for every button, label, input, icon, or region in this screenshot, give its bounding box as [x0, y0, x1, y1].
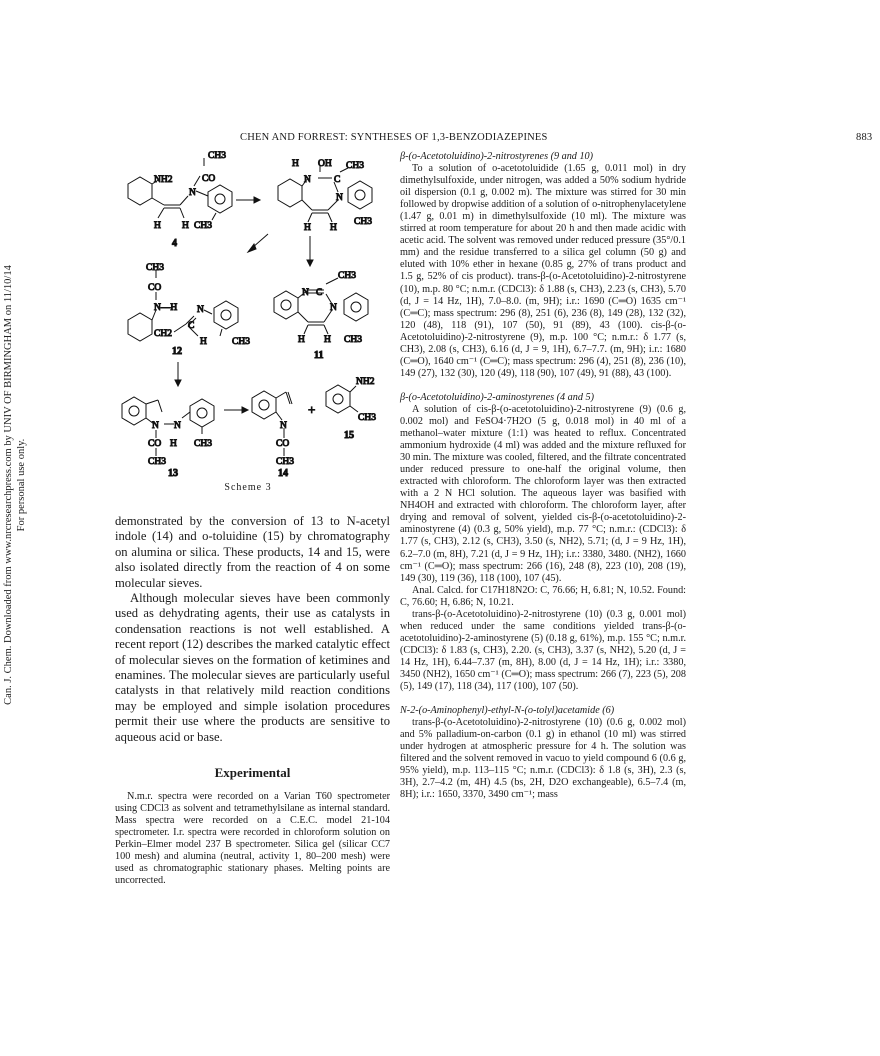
c11-c: C: [316, 288, 323, 298]
aminostyrenes-paragraph-2: trans-β-(o-Acetotoluidino)-2-nitrostyrene (10) (0.3 g, 0.001 mol) when reduced under the same conditions yielded trans-β-(o-acetotoluidino)-2-aminostyrene (5) (0.18 g, 61%), m.p. 155 °C; n.m.r. (CDCl3): δ 1.83 (s, CH3), 2.20. (s, CH3), 3.37 (s, NH2), 5.20 (d, J = 14 Hz, 1H), 6.44–7.37 (m, 8H), 8.00 (d, J = 14 Hz, 1H); i.r.: 3380, 3450 (NH2), 1650 cm⁻¹ (C═O); mass spectrum: 266 (7), 223 (5), 208 (5), 149 (17), 118 (34), 117 (100), 107 (50).: [400, 608, 686, 693]
download-notice: [0, 250, 30, 720]
c12-n: N: [197, 305, 204, 315]
scheme-drawing: [108, 148, 388, 479]
c11-n1: N: [302, 288, 309, 298]
hemiaminal-n1: N: [304, 175, 311, 185]
c13-ch3-ring: CH3: [194, 439, 212, 449]
c11-ch3-top: CH3: [338, 271, 356, 281]
c11-ch3-ring: CH3: [344, 335, 362, 345]
compound-label-11: 11: [314, 350, 324, 361]
hemiaminal-h: H: [292, 159, 299, 169]
c4-h2: H: [182, 221, 189, 231]
left-column: [115, 514, 390, 887]
hemiaminal-ch3-ring: CH3: [354, 217, 372, 227]
hemiaminal-structure: [278, 166, 372, 222]
c12-ch3-top: CH3: [146, 263, 164, 273]
c11-h1: H: [298, 335, 305, 345]
c13-n1: N: [152, 421, 159, 431]
section-title-aminostyrenes: β-(o-Acetotoluidino)-2-aminostyrenes (4 and 5): [400, 391, 594, 403]
compound-label-15: 15: [344, 430, 354, 441]
nitrostyrenes-paragraph: To a solution of o-acetotoluidide (1.65 g, 0.011 mol) in dry dimethylsulfoxide, under nitrogen, was added a 50% sodium hydride oil dispersion (0.1 g, 0.002 m). The mixture was stirred for 30 min followed by dropwise addition of a solution of o-nitrophenylacetylene (1.47 g, 0.01 m) in dimethylsulfoxide (10 ml). The mixture was stirred at room temperature for about 20 h and then made acidic with acetic acid. The solvent was removed under reduced pressure (35°/0.1 mm) and the residue transferred to a silica gel column (50 g) and eluted with 10% ether in hexane (0.85 g, 27% of trans product and 1.5 g, 52% of cis product). trans-β-(o-Acetotoluidino)-2-nitrostyrene (10), m.p. 80 °C; n.m.r. (CDCl3): δ 1.88 (s, CH3), 2.23 (s, CH3), 5.70 (d, J = 14 Hz, 1H), 7.0–8.0. (m, 9H); i.r.: 1690 (C═O) 1635 cm⁻¹ (C═C); mass spectrum: 296 (8), 251 (6), 236 (8), 149 (28), 132 (32), 120 (48), 118 (91), 107 (50), 91 (89), 43 (100). cis-β-(o-Acetotoluidino)-2-nitrostyrene (9), m.p. 100 °C; n.m.r.: δ 1.77 (s, CH3), 2.08 (s, CH3), 6.16 (d, J = 9, 1H), 6.7–7.7. (m, 9H); i.r.: 1680 (C═O), 1640 cm⁻¹ (C═C); mass spectrum: 296 (4), 251 (8), 236 (10), 149 (27), 132 (30), 120 (49), 118 (90), 107 (49), 91 (88), 43 (100).: [400, 163, 686, 379]
c14-n: N: [280, 421, 287, 431]
c13-n2: N: [174, 421, 181, 431]
c12-co: CO: [148, 283, 162, 293]
compound-label-12: 12: [172, 346, 182, 357]
compound-label-13: 13: [168, 468, 178, 479]
experimental-paragraph: N.m.r. spectra were recorded on a Varian T60 spectrometer using CDCl3 as solvent and tetramethylsilane as internal standard. Mass spectra were recorded on a C.E.C. model 21-104 spectrometer. I.r. spectra were recorded in chloroform solution on Perkin–Elmer model 237 B spectrometer. Silica gel (silicar CC7 100 mesh) and alumina (neutral, activity 1, 80–200 mesh) were used as chromatographic stationary phases. Melting points are uncorrected.: [115, 791, 390, 887]
section-title-nitrostyrenes: β-(o-Acetotoluidino)-2-nitrostyrenes (9 and 10): [400, 151, 594, 162]
plus-sign: +: [308, 402, 316, 417]
c4-co: CO: [202, 174, 216, 184]
c12-h: H: [200, 337, 207, 347]
c11-h2: H: [324, 335, 331, 345]
running-head: CHEN AND FORREST: SYNTHESES OF 1,3-BENZODIAZEPINES: [240, 132, 548, 143]
c15-nh2: NH2: [356, 377, 375, 387]
c12-ch3-ring: CH3: [232, 337, 250, 347]
compound-12-structure: [128, 270, 238, 341]
compound-label-4: 4: [172, 238, 177, 249]
c4-ch3-top: CH3: [208, 151, 226, 161]
scheme-caption: Scheme 3: [224, 482, 272, 493]
hemiaminal-n2: N: [336, 193, 343, 203]
hemiaminal-h2: H: [304, 223, 311, 233]
aminostyrenes-paragraph-1: A solution of cis-β-(o-acetotoluidino)-2-nitrostyrene (9) (0.6 g, 0.002 mol) and FeSO4·7H2O (5 g, 0.018 mol) in 40 ml of a methanol–water mixture (1:1) was heated to reflux. Concentrated ammonium hydroxide (4 ml) was added and the mixture refluxed for 30 min. The mixture was cooled, filtered, and the filtrate concentrated under reduced pressure to one-half the original volume, then extracted with chloroform. The chloroform layer was then extracted with a 2 N HCl solution. The aqueous layer was basified with NH4OH and extracted with chloroform. The chloroform layer, after drying and removal of solvent, yielded cis-β-(o-acetotoluidino)-2-aminostyrene (4) (0.3 g, 50% yield), m.p. 77 °C; n.m.r.: (CDCl3): δ 1.77 (s, CH3), 2.12 (s, CH3), 3.50 (s, NH2), 5.71; (d, J = 9 Hz, 1H), 6.2–7.0 (m, 8H), 7.21 (d, J = 9 Hz, 1H); i.r.: 3380, 3480. (NH2), 1660 cm⁻¹ (C═O); mass spectrum: 266 (16), 248 (8), 223 (10), 208 (19), 149 (30), 119 (36), 118 (100), 107 (45).: [400, 403, 686, 584]
c11-n2: N: [330, 303, 337, 313]
c4-n: N: [189, 188, 196, 198]
hemiaminal-c: C: [334, 175, 341, 185]
right-column: [400, 151, 686, 801]
acetamide-paragraph: trans-β-(o-Acetotoluidino)-2-nitrostyrene (10) (0.6 g, 0.002 mol) and 5% palladium-on-carbon (0.1 g) in ethanol (10 ml) was stirred under hydrogen at atmospheric pressure for 4 h. The solution was filtered and the solvent removed in vacuo to yield compound 6 (0.6 g, 95% yield), m.p. 113–115 °C; n.m.r. (CDCl3): δ 1.8 (s, 3H), 2.3 (s, 3H), 2.7–4.2 (m, 4H) 4.5 (bs, 2H, D2O exchangeable), 6.5–7.4 (m, 8H); i.r.: 1650, 3370, 3490 cm⁻¹; mass: [400, 717, 686, 801]
hemiaminal-oh: OH: [318, 159, 332, 169]
section-title-acetamide: N-2-(o-Aminophenyl)-ethyl-N-(o-tolyl)acetamide (6): [400, 705, 615, 717]
left-paragraph-2: Although molecular sieves have been commonly used as dehydrating agents, their use as catalysts in condensation reactions is not well established. A recent report (12) describes the marked catalytic effect of molecular sieves on the formation of ketimines and enamines. The molecular sieves are particularly useful catalysts in that relatively mild reaction conditions may be employed and simple isolation procedures permit their use where the products are sensitive to aqueous acid or base.: [115, 591, 390, 744]
c13-co: CO: [148, 439, 162, 449]
page-number: 883: [856, 132, 873, 143]
c4-ch3-bottom: CH3: [194, 221, 212, 231]
c13-h: H: [170, 439, 177, 449]
reaction-scheme: [108, 148, 388, 479]
c13-ch3: CH3: [148, 457, 166, 467]
download-notice-line1: Can. J. Chem. Downloaded from www.nrcresearchpress.com by UNIV OF BIRMINGHAM on 11/10/14: [3, 265, 14, 705]
hemiaminal-h3: H: [330, 223, 337, 233]
c14-co: CO: [276, 439, 290, 449]
c12-nh: N—H: [154, 303, 178, 313]
aminostyrenes-analysis: Anal. Calcd. for C17H18N2O: C, 76.66; H, 6.81; N, 10.52. Found: C, 76.60; H, 6.86; N, 10.21.: [400, 584, 686, 608]
experimental-heading: Experimental: [214, 765, 291, 781]
download-notice-line2: For personal use only.: [16, 438, 27, 532]
compound-15-structure: [326, 385, 358, 413]
c14-ch3: CH3: [276, 457, 294, 467]
hemiaminal-ch3-top: CH3: [346, 161, 364, 171]
compound-11-structure: [274, 278, 368, 334]
compound-4-structure: [128, 158, 232, 220]
compound-label-14: 14: [278, 468, 288, 479]
c15-ch3: CH3: [358, 413, 376, 423]
c12-c: C: [188, 321, 195, 331]
left-paragraph-1: demonstrated by the conversion of 13 to N-acetyl indole (14) and o-toluidine (15) by chromatography on alumina or silica. These products, 14 and 15, were also isolated directly from the reaction of 4 on some molecular sieves.: [115, 514, 390, 590]
c12-ch2: CH2: [154, 329, 172, 339]
c4-h1: H: [154, 221, 161, 231]
c4-nh2: NH2: [154, 175, 173, 185]
